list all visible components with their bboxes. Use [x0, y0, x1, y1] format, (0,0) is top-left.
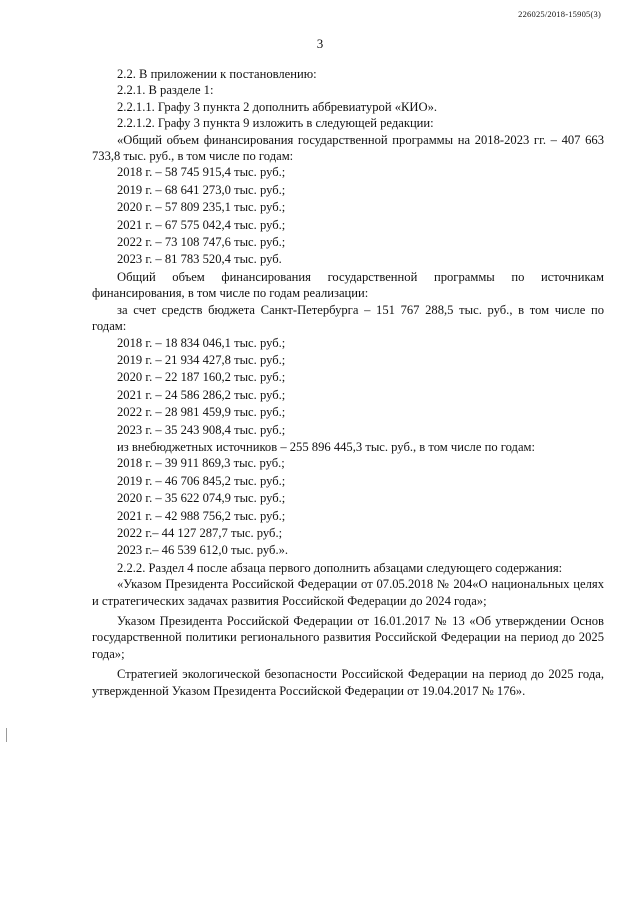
offbudget-year-item: 2018 г. – 39 911 869,3 тыс. руб.; [117, 456, 285, 471]
city-budget-paragraph: за счет средств бюджета Санкт-Петербурга – 151 767 288,5 тыс. руб., в том числе по годам: [92, 302, 604, 334]
paragraph-2-2: 2.2. В приложении к постановлению: [117, 67, 317, 81]
offbudget-year-item: 2021 г. – 42 988 756,2 тыс. руб.; [117, 508, 286, 523]
decree-13-paragraph: Указом Президента Российской Федерации от 16.01.2017 № 13 «Об утверждении Основ государственной политики регионального развития Российской Федерации на период до 2025 года»; [92, 614, 604, 661]
funding-by-source-paragraph: Общий объем финансирования государственной программы по источникам финансирования, в том числе по годам реализации: [92, 269, 604, 301]
total-funding-by-year-list [92, 164, 604, 268]
scan-artifact-mark [6, 728, 7, 742]
off-budget-by-year-list [92, 455, 604, 559]
total-year-item: 2021 г. – 67 575 042,4 тыс. руб.; [117, 217, 286, 232]
total-year-item: 2019 г. – 68 641 273,0 тыс. руб.; [117, 182, 286, 197]
budget-year-item: 2021 г. – 24 586 286,2 тыс. руб.; [117, 387, 286, 402]
document-body [92, 66, 604, 699]
paragraph-2-2-2: 2.2.2. Раздел 4 после абзаца первого дополнить абзацами следующего содержания: [117, 560, 563, 575]
offbudget-year-item: 2019 г. – 46 706 845,2 тыс. руб.; [117, 473, 286, 488]
offbudget-year-item: 2022 г.– 44 127 287,7 тыс. руб.; [117, 525, 283, 540]
document-code: 226025/2018-15905(3) [518, 9, 601, 19]
budget-year-item: 2018 г. – 18 834 046,1 тыс. руб.; [117, 335, 286, 350]
budget-year-item: 2023 г. – 35 243 908,4 тыс. руб.; [117, 422, 286, 437]
total-year-item: 2018 г. – 58 745 915,4 тыс. руб.; [117, 165, 286, 180]
budget-year-item: 2019 г. – 21 934 427,8 тыс. руб.; [117, 352, 286, 367]
off-budget-paragraph: из внебюджетных источников – 255 896 445,3 тыс. руб., в том числе по годам: [117, 439, 536, 454]
paragraph-2-2-1-1: 2.2.1.1. Графу 3 пункта 2 дополнить аббревиатурой «КИО». [117, 99, 438, 114]
offbudget-year-item: 2023 г.– 46 539 612,0 тыс. руб.». [117, 543, 289, 558]
total-funding-paragraph: «Общий объем финансирования государственной программы на 2018-2023 гг. – 407 663 733,8 тыс. руб., в том числе по годам: [92, 132, 604, 164]
decree-204-paragraph: «Указом Президента Российской Федерации от 07.05.2018 № 204«О национальных целях и стратегических задачах развития Российской Федерации до 2024 года»; [92, 577, 604, 608]
page-number: 3 [316, 36, 324, 51]
ecology-strategy-paragraph: Стратегией экологической безопасности Российской Федерации на период до 2025 года, утвержденной Указом Президента Российской Федерации от 19.04.2017 № 176». [92, 667, 604, 698]
paragraph-2-2-1: 2.2.1. В разделе 1: [117, 83, 214, 98]
city-budget-by-year-list [92, 335, 604, 439]
paragraph-2-2-1-2: 2.2.1.2. Графу 3 пункта 9 изложить в следующей редакции: [117, 116, 434, 131]
budget-year-item: 2020 г. – 22 187 160,2 тыс. руб.; [117, 370, 286, 385]
offbudget-year-item: 2020 г. – 35 622 074,9 тыс. руб.; [117, 491, 286, 506]
total-year-item: 2020 г. – 57 809 235,1 тыс. руб.; [117, 200, 286, 215]
budget-year-item: 2022 г. – 28 981 459,9 тыс. руб.; [117, 405, 286, 420]
total-year-item: 2023 г. – 81 783 520,4 тыс. руб. [117, 252, 282, 267]
total-year-item: 2022 г. – 73 108 747,6 тыс. руб.; [117, 235, 286, 250]
